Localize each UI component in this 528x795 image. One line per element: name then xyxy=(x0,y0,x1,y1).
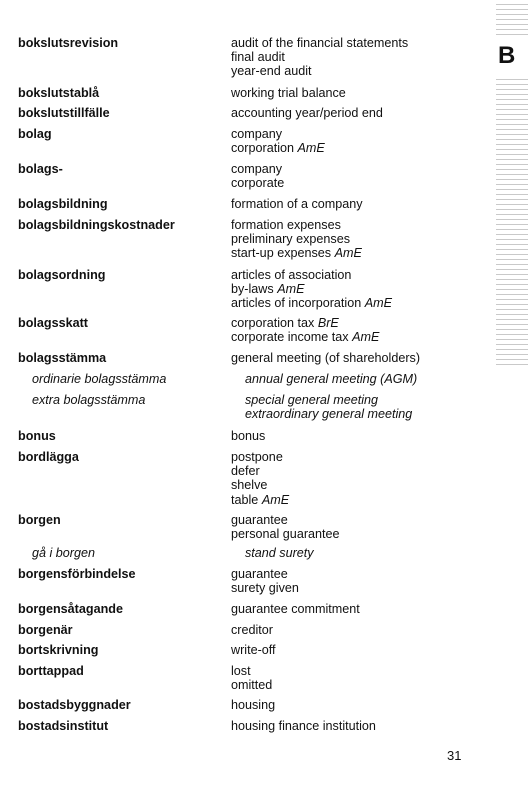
edge-rule xyxy=(496,84,528,85)
translation-line: formation expenses xyxy=(231,218,341,232)
usage-note: AmE xyxy=(297,141,325,156)
edge-rule xyxy=(496,169,528,170)
entry-translations xyxy=(231,218,362,261)
entry-translations xyxy=(231,127,325,155)
edge-rule xyxy=(496,149,528,150)
entry-term: borgenär xyxy=(18,623,73,637)
edge-rule xyxy=(496,364,528,365)
translation-line: by-laws AmE xyxy=(231,282,305,297)
entry-term: bortskrivning xyxy=(18,643,99,657)
edge-rule xyxy=(496,229,528,230)
entry-translations xyxy=(231,36,408,79)
edge-rule xyxy=(496,4,528,5)
entry-term: bolags- xyxy=(18,162,63,176)
translation-line: omitted xyxy=(231,678,273,693)
entry-translations xyxy=(231,429,265,443)
translation-line: working trial balance xyxy=(231,86,346,100)
edge-rule xyxy=(496,269,528,270)
edge-rule xyxy=(496,344,528,345)
translation-line: postpone xyxy=(231,450,283,464)
entry-term: bokslutsrevision xyxy=(18,36,119,50)
edge-rule xyxy=(496,34,528,35)
entry-term: bolagsbildningskostnader xyxy=(18,218,175,232)
usage-note: AmE xyxy=(364,296,392,311)
entry-term: bolag xyxy=(18,127,52,141)
edge-rule xyxy=(496,284,528,285)
entry-translations xyxy=(231,162,284,190)
translation-line: start-up expenses AmE xyxy=(231,246,362,261)
edge-rule xyxy=(496,124,528,125)
edge-rule xyxy=(496,119,528,120)
edge-rule xyxy=(496,204,528,205)
translation-line: final audit xyxy=(231,50,285,65)
entry-translations xyxy=(245,393,412,421)
edge-rule xyxy=(496,354,528,355)
translation-line: shelve xyxy=(231,478,268,493)
translation-line: articles of association xyxy=(231,268,352,282)
edge-rule xyxy=(496,359,528,360)
edge-rule xyxy=(496,129,528,130)
edge-rule xyxy=(496,329,528,330)
translation-line: guarantee commitment xyxy=(231,602,360,616)
page-number: 31 xyxy=(447,748,462,763)
translation-line: stand surety xyxy=(245,546,314,560)
section-letter: B xyxy=(498,42,516,69)
edge-rule xyxy=(496,29,528,30)
entry-translations xyxy=(231,450,289,507)
edge-rule xyxy=(496,289,528,290)
edge-rule xyxy=(496,89,528,90)
edge-rule xyxy=(496,104,528,105)
edge-rule xyxy=(496,264,528,265)
edge-rule xyxy=(496,209,528,210)
entry-term: bolagsbildning xyxy=(18,197,108,211)
translation-line: personal guarantee xyxy=(231,527,340,542)
entry-translations xyxy=(245,372,417,386)
edge-rule xyxy=(496,324,528,325)
edge-rule xyxy=(496,299,528,300)
edge-rule xyxy=(496,214,528,215)
entry-translations xyxy=(231,351,420,365)
edge-rule xyxy=(496,199,528,200)
translation-line: lost xyxy=(231,664,251,678)
translation-line: extraordinary general meeting xyxy=(245,407,413,422)
usage-note: AmE xyxy=(261,492,290,507)
subentry-term: ordinarie bolagsstämma xyxy=(32,372,167,386)
translation-line: corporation AmE xyxy=(231,141,325,156)
edge-rule xyxy=(496,259,528,260)
subentry-term: gå i borgen xyxy=(32,546,96,560)
edge-rule xyxy=(496,144,528,145)
edge-rule xyxy=(496,274,528,275)
translation-line: bonus xyxy=(231,429,266,443)
edge-rule xyxy=(496,79,528,80)
edge-rule xyxy=(496,304,528,305)
entry-translations xyxy=(231,316,379,344)
translation-line: housing finance institution xyxy=(231,719,376,733)
edge-rule xyxy=(496,19,528,20)
edge-rule xyxy=(496,184,528,185)
entry-term: borgensåtagande xyxy=(18,602,123,616)
edge-rule xyxy=(496,309,528,310)
entry-term: borttappad xyxy=(18,664,84,678)
translation-line: special general meeting xyxy=(245,393,379,407)
translation-line: audit of the financial statements xyxy=(231,36,409,50)
translation-line: surety given xyxy=(231,581,299,596)
edge-rule xyxy=(496,249,528,250)
edge-rule xyxy=(496,244,528,245)
usage-note: AmE xyxy=(352,330,380,345)
entry-term: bostadsbyggnader xyxy=(18,698,131,712)
edge-rule xyxy=(496,224,528,225)
translation-line: write-off xyxy=(231,643,276,657)
translation-line: corporate income tax AmE xyxy=(231,330,380,345)
edge-rule xyxy=(496,339,528,340)
entry-translations xyxy=(245,546,314,560)
entry-term: bonus xyxy=(18,429,56,443)
edge-rule xyxy=(496,99,528,100)
entry-translations xyxy=(231,268,392,311)
entry-translations xyxy=(231,602,360,616)
edge-rule xyxy=(496,349,528,350)
edge-rule xyxy=(496,294,528,295)
edge-rule xyxy=(496,319,528,320)
edge-rule xyxy=(496,254,528,255)
entry-term: bokslutstillfälle xyxy=(18,106,110,120)
edge-rule xyxy=(496,14,528,15)
entry-term: borgensförbindelse xyxy=(18,567,136,581)
translation-line: housing xyxy=(231,698,276,712)
usage-note: BrE xyxy=(317,316,339,330)
translation-line: annual general meeting (AGM) xyxy=(245,372,418,386)
edge-rule xyxy=(496,219,528,220)
translation-line: company xyxy=(231,127,283,141)
translation-line: year-end audit xyxy=(231,64,312,79)
translation-line: corporate xyxy=(231,176,285,191)
usage-note: AmE xyxy=(334,246,362,261)
translation-line: general meeting (of shareholders) xyxy=(231,351,421,365)
edge-rule xyxy=(496,234,528,235)
entry-translations xyxy=(231,86,346,100)
edge-rule xyxy=(496,154,528,155)
edge-rule xyxy=(496,314,528,315)
edge-rule xyxy=(496,94,528,95)
edge-rule xyxy=(496,179,528,180)
edge-rule xyxy=(496,174,528,175)
edge-rule xyxy=(496,109,528,110)
entry-term: bolagsstämma xyxy=(18,351,107,365)
edge-rule xyxy=(496,189,528,190)
entry-translations xyxy=(231,513,340,541)
entry-translations xyxy=(231,664,272,692)
entry-term: bordlägga xyxy=(18,450,79,464)
edge-rule xyxy=(496,194,528,195)
edge-rule xyxy=(496,9,528,10)
edge-rule xyxy=(496,159,528,160)
entry-term: bostadsinstitut xyxy=(18,719,109,733)
entry-translations xyxy=(231,719,376,733)
edge-rule xyxy=(496,279,528,280)
translation-line: company xyxy=(231,162,283,176)
translation-line: formation of a company xyxy=(231,197,363,211)
translation-line: guarantee xyxy=(231,513,288,527)
translation-line: guarantee xyxy=(231,567,288,581)
translation-line: defer xyxy=(231,464,260,479)
edge-rule xyxy=(496,334,528,335)
translation-line: table AmE xyxy=(231,492,290,507)
edge-rule xyxy=(496,134,528,135)
edge-rule xyxy=(496,114,528,115)
subentry-term: extra bolagsstämma xyxy=(32,393,146,407)
edge-rule xyxy=(496,24,528,25)
edge-rule xyxy=(496,139,528,140)
entry-term: bolagsskatt xyxy=(18,316,88,330)
entry-translations xyxy=(231,197,363,211)
entry-translations xyxy=(231,698,275,712)
entry-translations xyxy=(231,623,273,637)
entry-term: borgen xyxy=(18,513,61,527)
entry-term: bolagsordning xyxy=(18,268,106,282)
translation-line: preliminary expenses xyxy=(231,232,350,247)
edge-rule xyxy=(496,239,528,240)
edge-rule xyxy=(496,164,528,165)
translation-line: accounting year/period end xyxy=(231,106,383,120)
translation-line: corporation tax BrE xyxy=(231,316,339,330)
entry-translations xyxy=(231,567,299,595)
entry-translations xyxy=(231,106,383,120)
entry-term: bokslutstablå xyxy=(18,86,100,100)
translation-line: articles of incorporation AmE xyxy=(231,296,392,311)
usage-note: AmE xyxy=(277,282,305,297)
entry-translations xyxy=(231,643,276,657)
translation-line: creditor xyxy=(231,623,273,637)
